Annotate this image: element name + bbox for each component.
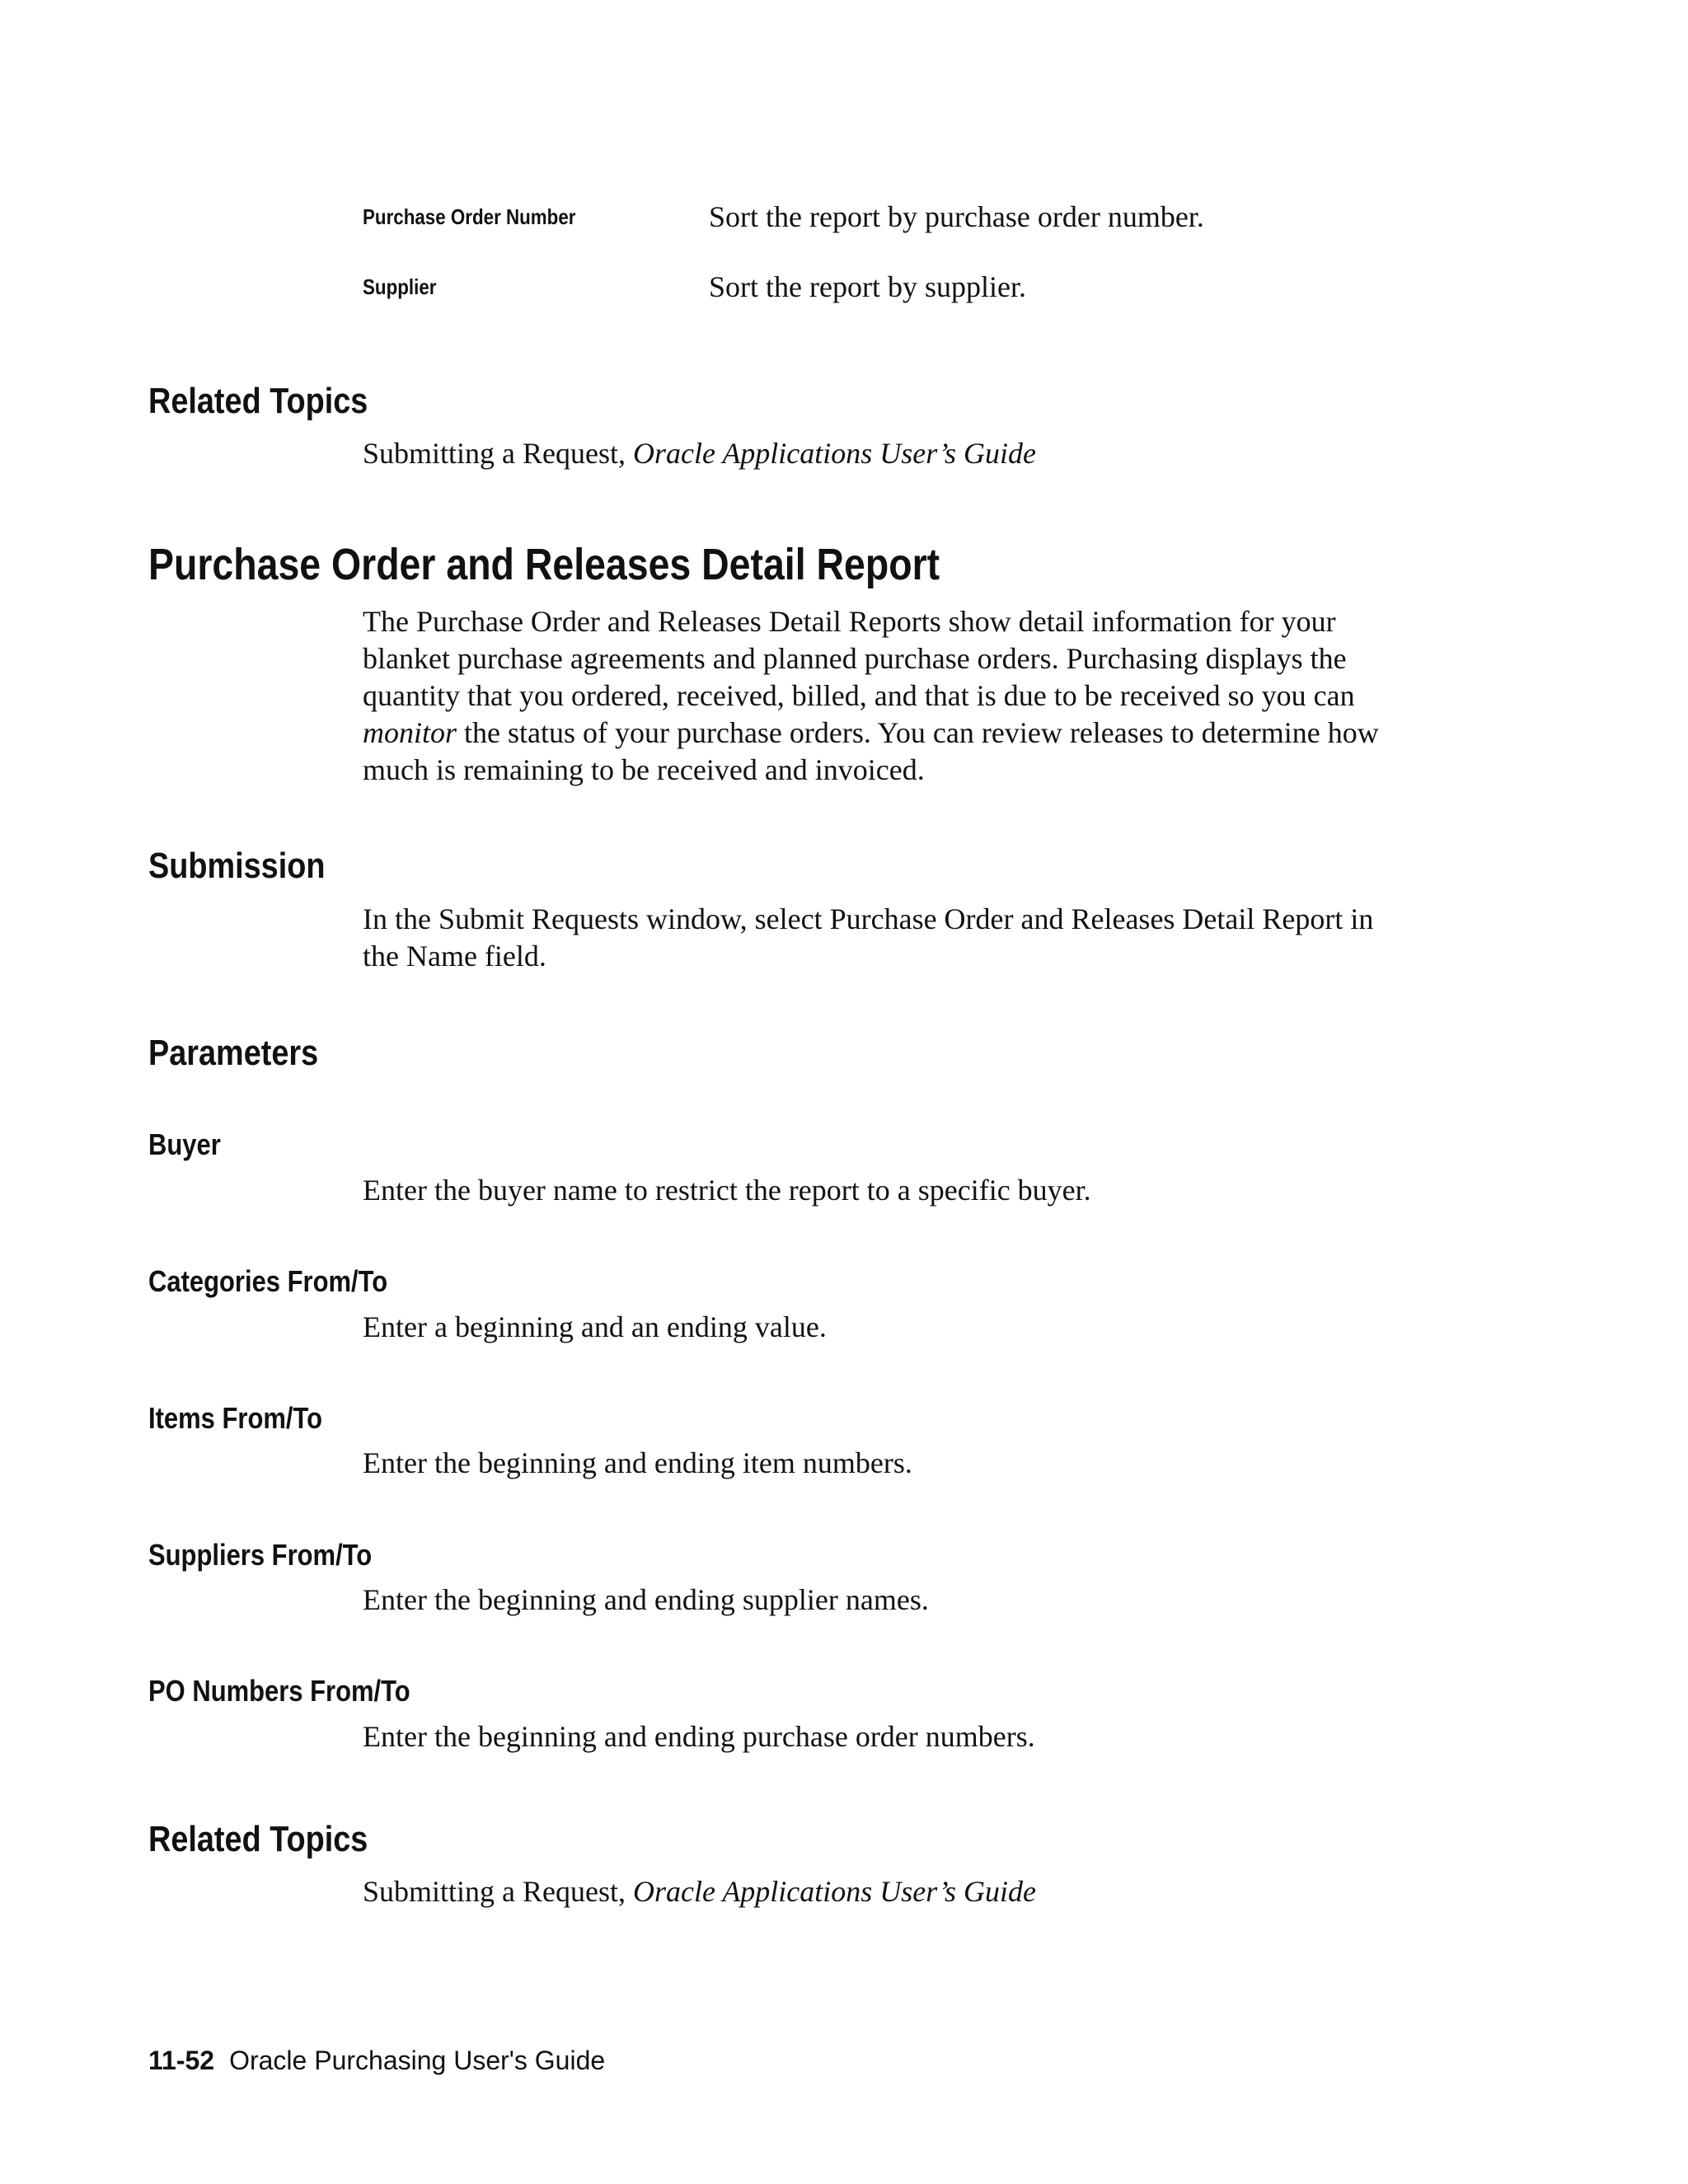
related-topic-book-title: Oracle Applications User’s Guide xyxy=(633,437,1036,470)
related-topics-heading: Related Topics xyxy=(148,1819,368,1859)
submission-heading: Submission xyxy=(148,846,326,886)
sort-option-description: Sort the report by purchase order number. xyxy=(709,200,1204,233)
parameter-label-po-numbers: PO Numbers From/To xyxy=(148,1674,410,1708)
report-title: Purchase Order and Releases Detail Report xyxy=(148,540,940,589)
related-topic-book-title: Oracle Applications User’s Guide xyxy=(633,1875,1036,1908)
parameter-description: Enter the beginning and ending item numbers. xyxy=(363,1446,912,1479)
paragraph-line: the Name field. xyxy=(363,940,546,972)
paragraph-text: the status of your purchase orders. You can review releases to determine how xyxy=(457,716,1379,749)
paragraph-line: In the Submit Requests window, select Purchase Order and Releases Detail Report in xyxy=(363,902,1374,935)
parameter-label-categories: Categories From/To xyxy=(148,1264,388,1298)
report-intro-paragraph xyxy=(363,603,1434,789)
book-title: Oracle Purchasing User's Guide xyxy=(229,2046,606,2075)
sort-option-description: Sort the report by supplier. xyxy=(709,270,1026,303)
parameter-label-items: Items From/To xyxy=(148,1401,323,1435)
parameter-label-suppliers: Suppliers From/To xyxy=(148,1538,373,1572)
related-topic-reference xyxy=(363,1873,1036,1910)
paragraph-line: much is remaining to be received and invoiced. xyxy=(363,753,925,786)
related-topic-text: Submitting a Request, xyxy=(363,1875,633,1908)
parameter-label-buyer: Buyer xyxy=(148,1127,221,1161)
related-topic-reference xyxy=(363,435,1036,472)
parameter-description: Enter the beginning and ending purchase order numbers. xyxy=(363,1720,1035,1753)
page-footer xyxy=(148,2046,605,2076)
related-topics-heading: Related Topics xyxy=(148,381,368,421)
paragraph-line: blanket purchase agreements and planned purchase orders. Purchasing displays the xyxy=(363,642,1347,675)
related-topic-text: Submitting a Request, xyxy=(363,437,633,470)
paragraph-line: quantity that you ordered, received, billed, and that is due to be received so you can xyxy=(363,679,1355,712)
parameter-description: Enter a beginning and an ending value. xyxy=(363,1310,827,1343)
sort-option-label: Supplier xyxy=(363,274,437,299)
parameter-description: Enter the beginning and ending supplier names. xyxy=(363,1583,929,1616)
submission-paragraph xyxy=(363,901,1434,975)
emphasis-text: monitor xyxy=(363,716,457,749)
page-number: 11-52 xyxy=(148,2046,215,2075)
paragraph-line: The Purchase Order and Releases Detail Reports show detail information for your xyxy=(363,605,1336,638)
parameters-heading: Parameters xyxy=(148,1033,319,1073)
parameter-description: Enter the buyer name to restrict the report to a specific buyer. xyxy=(363,1174,1091,1207)
paragraph-line xyxy=(363,715,1434,752)
sort-option-label: Purchase Order Number xyxy=(363,204,576,229)
